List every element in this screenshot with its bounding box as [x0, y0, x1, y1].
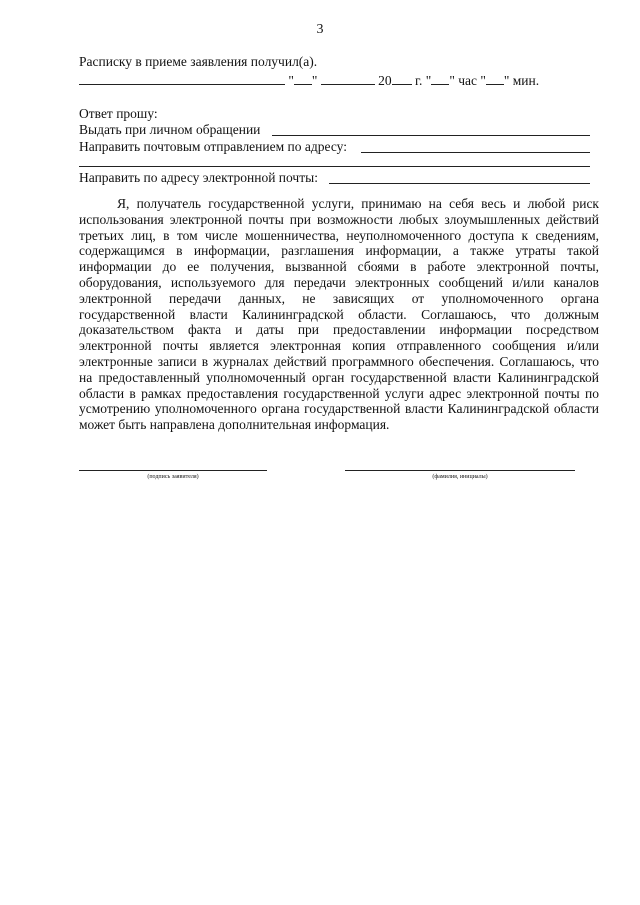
- email-address-blank[interactable]: [329, 183, 590, 184]
- minute-blank[interactable]: [486, 73, 504, 85]
- postal-address-blank[interactable]: [361, 152, 590, 153]
- hour-label: час: [458, 73, 477, 88]
- quote-close: ": [449, 73, 455, 88]
- quote-close: ": [503, 73, 510, 88]
- personal-pickup-blank[interactable]: [272, 135, 590, 136]
- quote-open: ": [288, 73, 294, 88]
- applicant-name-line[interactable]: [345, 470, 575, 471]
- quote-close: ": [311, 73, 318, 88]
- page-number: 3: [316, 22, 324, 37]
- receipt-label: Расписку в приеме заявления получил(а).: [79, 54, 318, 69]
- applicant-signature-caption: (подпись заявителя): [147, 474, 199, 480]
- year-blank[interactable]: [392, 73, 412, 85]
- quote-open: ": [425, 73, 432, 88]
- year-suffix: г.: [415, 73, 423, 88]
- consent-paragraph: Я, получатель государственной услуги, принимаю на себя весь и любой риск использования электронной почты при возможности любых злоумышленных действий третьих лиц, в том числе мошенничества, неуполномоченного доступа к сведениям, содержащимся в информации, разглашения информации, а также утраты такой информации до ее получения, вызванной сбоями в работе электронной почты, оборудования, используемого для передачи электронных сообщений и/или каналов электронной передачи данных, не зависящих от уполномоченного органа государственной власти Калининградской области. Соглашаюсь, что должным доказательством факта и даты при предоставлении информации посредством электронной почты является электронная копия отправленного сообщения и/или электронные записи в журналах действий программного обеспечения. Соглашаюсь, что на предоставленный уполномоченный орган государственной власти Калининградской области в рамках предоставления государственной услуги адрес электронной почты по усмотрению уполномоченного органа государственной власти Калининградской области может быть направлена дополнительная информация.: [79, 196, 599, 433]
- answer-option-personal: Выдать при личном обращении: [79, 122, 261, 137]
- postal-address-extra-blank[interactable]: [79, 166, 590, 167]
- month-blank[interactable]: [321, 73, 375, 85]
- answer-option-email: Направить по адресу электронной почты:: [79, 170, 318, 185]
- minute-label: мин.: [512, 73, 540, 88]
- receiver-signature-blank[interactable]: [79, 73, 285, 85]
- hour-blank[interactable]: [431, 73, 449, 85]
- receipt-datetime-line: [79, 73, 539, 89]
- applicant-name-caption: (фамилия, инициалы): [432, 474, 488, 480]
- year-prefix: 20: [378, 73, 392, 88]
- quote-open: ": [480, 73, 486, 88]
- answer-heading: Ответ прошу:: [79, 106, 158, 121]
- applicant-signature-line[interactable]: [79, 470, 267, 471]
- day-blank[interactable]: [294, 73, 312, 85]
- answer-option-postal: Направить почтовым отправлением по адресу:: [79, 139, 347, 154]
